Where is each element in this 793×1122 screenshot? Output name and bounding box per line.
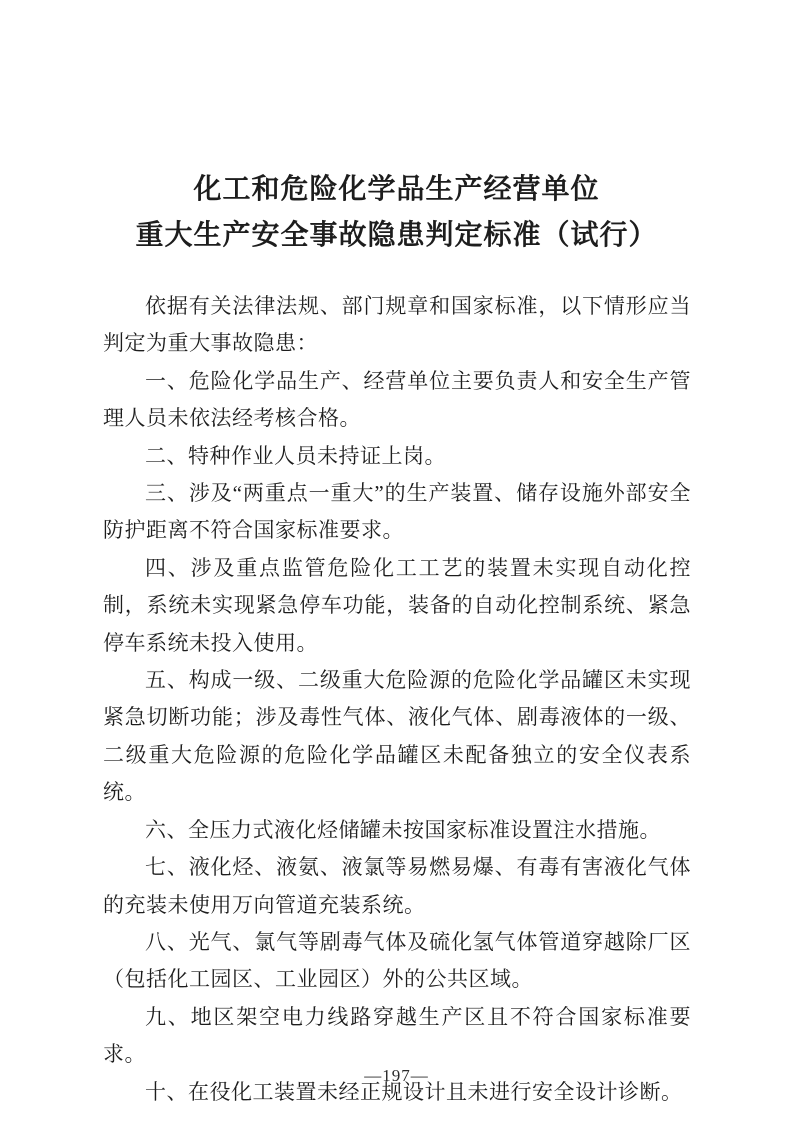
page-number: —197— [364,1066,429,1085]
title-line-2: 重大生产安全事故隐患判定标准（试行） [135,220,658,251]
paragraph-item-1: 一、危险化学品生产、经营单位主要负责人和安全生产管理人员未依法经考核合格。 [103,368,691,431]
paragraph-item-3: 三、涉及“两重点一重大”的生产装置、储存设施外部安全防护距离不符合国家标准要求。 [103,481,691,543]
paragraph-item-7: 七、液化烃、液氨、液氯等易燃易爆、有毒有害液化气体的充装未使用万向管道充装系统。 [103,855,691,917]
paragraph-item-4: 四、涉及重点监管危险化工工艺的装置未实现自动化控制，系统未实现紧急停车功能，装备的自动化控制系统、紧急停车系统未投入使用。 [103,555,691,655]
title-line-1: 化工和危险化学品生产经营单位 [193,174,600,205]
paragraph-item-8: 八、光气、氯气等剧毒气体及硫化氢气体管道穿越除厂区（包括化工园区、工业园区）外的公共区域。 [103,929,691,992]
paragraph-item-10: 十、在役化工装置未经正规设计且未进行安全设计诊断。 [145,1079,683,1104]
paragraph-item-9: 九、地区架空电力线路穿越生产区且不符合国家标准要求。 [103,1004,691,1067]
page-footer [0,1066,793,1086]
paragraph-intro: 依据有关法律法规、部门规章和国家标准，以下情形应当判定为重大事故隐患： [103,294,691,356]
document-body [103,288,691,1111]
paragraph-item-6: 六、全压力式液化烃储罐未按国家标准设置注水措施。 [145,817,661,842]
paragraph-item-2: 二、特种作业人员未持证上岗。 [145,443,446,468]
paragraph-item-5: 五、构成一级、二级重大危险源的危险化学品罐区未实现紧急切断功能；涉及毒性气体、液化气体、剧毒液体的一级、二级重大危险源的危险化学品罐区未配备独立的安全仪表系统。 [103,668,691,805]
document-title [0,0,793,259]
